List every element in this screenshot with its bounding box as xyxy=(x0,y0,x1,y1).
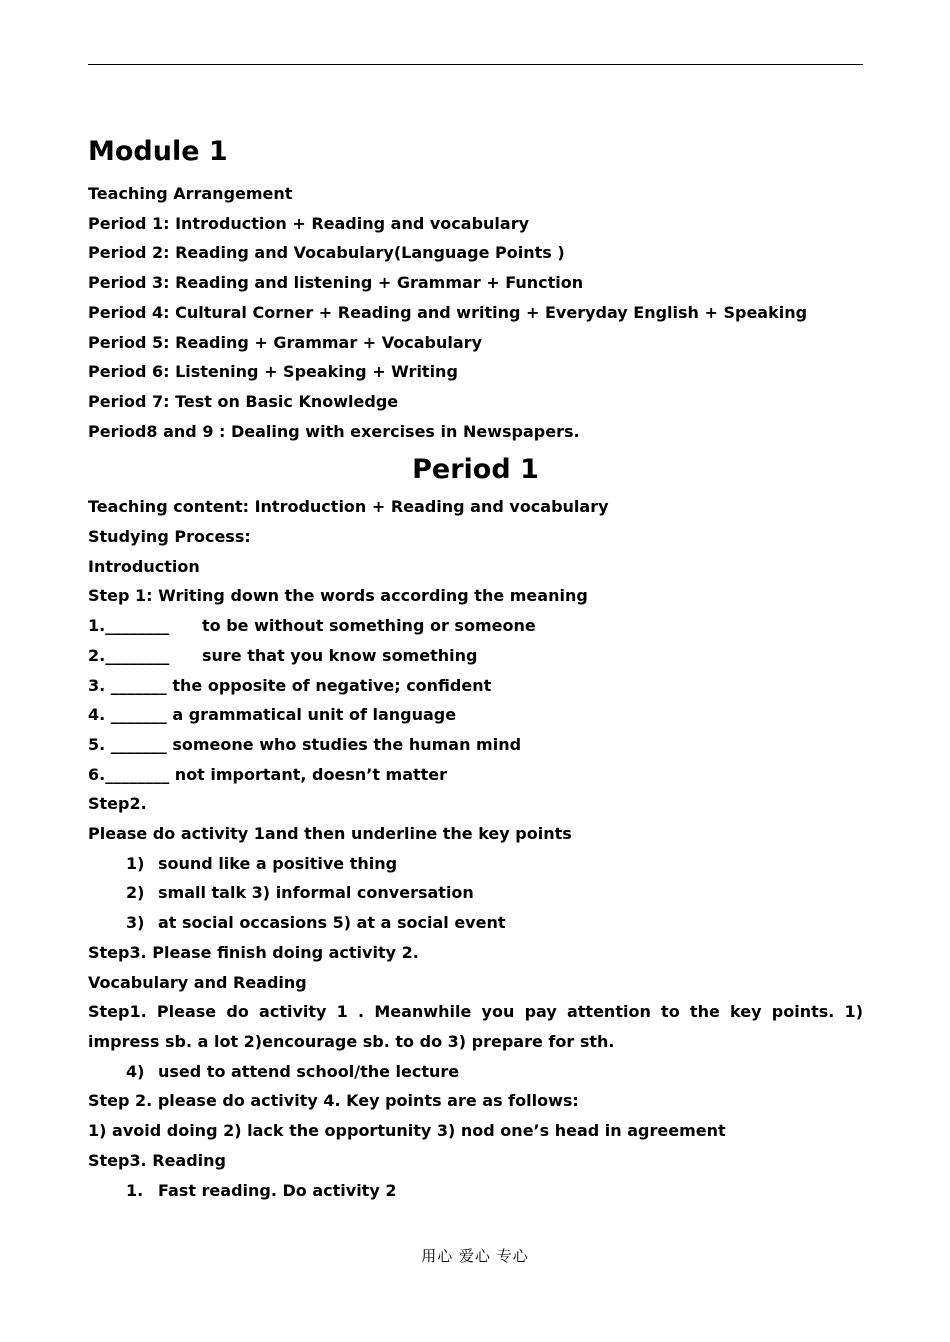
page-footer: 用心 爱心 专心 xyxy=(421,1247,529,1265)
vocab-item xyxy=(88,611,863,641)
arrangement-period-7: Period 7: Test on Basic Knowledge xyxy=(88,391,399,411)
module-title: Module 1 xyxy=(88,136,228,167)
vocab-definition: someone who studies the human mind xyxy=(172,734,522,754)
list-number: 1. xyxy=(126,1180,144,1200)
vocab-definition: to be without something or someone xyxy=(202,616,536,636)
vocab-item xyxy=(88,730,863,760)
vocab-definition: sure that you know something xyxy=(202,645,478,665)
vocab-blank: 2.________ xyxy=(88,645,170,665)
list-text: at social occasions 5) at a social event xyxy=(158,913,506,933)
vocab-blank: 1.________ xyxy=(88,616,170,636)
list-item xyxy=(88,849,863,879)
vocab-definition: not important, doesn’t matter xyxy=(174,764,448,784)
list-number: 1) xyxy=(126,853,145,873)
vocab-reading-heading: Vocabulary and Reading xyxy=(88,972,307,992)
vocab-blank: 4. _______ xyxy=(88,705,167,725)
list-number: 2) xyxy=(126,883,145,903)
list-text: small talk 3) informal conversation xyxy=(158,883,474,903)
list-text: used to attend school/the lecture xyxy=(158,1061,460,1081)
step3-heading: Step3. Please finish doing activity 2. xyxy=(88,942,419,962)
list-number: 4) xyxy=(126,1061,145,1081)
arrangement-period-2: Period 2: Reading and Vocabulary(Language Points ) xyxy=(88,243,565,263)
teaching-content: Teaching content: Introduction + Reading and vocabulary xyxy=(88,497,609,517)
arrangement-period-3: Period 3: Reading and listening + Grammar + Function xyxy=(88,273,584,293)
list-item xyxy=(88,1176,863,1206)
vocab-definition: a grammatical unit of language xyxy=(172,705,457,725)
step1-heading: Step 1: Writing down the words according the meaning xyxy=(88,586,588,606)
vr-step3: Step3. Reading xyxy=(88,1150,227,1170)
arrangement-period-5: Period 5: Reading + Grammar + Vocabulary xyxy=(88,332,482,352)
list-item xyxy=(88,1057,863,1087)
arrangement-heading: Teaching Arrangement xyxy=(88,184,293,203)
period-title: Period 1 xyxy=(412,454,539,486)
vocab-blank: 3. _______ xyxy=(88,675,167,695)
step2-heading: Step2. xyxy=(88,794,147,814)
step2-text: Please do activity 1and then underline the key points xyxy=(88,824,572,844)
introduction-heading: Introduction xyxy=(88,556,200,576)
arrangement-period-4: Period 4: Cultural Corner + Reading and writing + Everyday English + Speaking xyxy=(88,302,808,322)
header-rule xyxy=(88,64,863,65)
vr-step2-points: 1) avoid doing 2) lack the opportunity 3) nod one’s head in agreement xyxy=(88,1121,726,1141)
vocab-definition: the opposite of negative; confident xyxy=(172,675,492,695)
list-text: sound like a positive thing xyxy=(158,853,398,873)
vocab-item xyxy=(88,760,863,790)
vocab-item xyxy=(88,641,863,671)
vocab-item xyxy=(88,671,863,701)
arrangement-period-1: Period 1: Introduction + Reading and vocabulary xyxy=(88,213,530,233)
vocab-blank: 6.________ xyxy=(88,764,170,784)
arrangement-period-6: Period 6: Listening + Speaking + Writing xyxy=(88,362,458,382)
arrangement-period-8: Period8 and 9 : Dealing with exercises in Newspapers. xyxy=(88,421,580,441)
list-text: Fast reading. Do activity 2 xyxy=(158,1180,397,1200)
vr-step1: Step1. Please do activity 1 . Meanwhile you pay attention to the key points. 1) impress sb. a lot 2)encourage sb. to do 3) prepare for sth. xyxy=(88,1002,863,1051)
vr-step2: Step 2. please do activity 4. Key points are as follows: xyxy=(88,1091,579,1111)
vocab-blank: 5. _______ xyxy=(88,734,167,754)
list-item xyxy=(88,908,863,938)
studying-process: Studying Process: xyxy=(88,527,251,547)
vocab-item xyxy=(88,700,863,730)
list-item xyxy=(88,878,863,908)
list-number: 3) xyxy=(126,913,145,933)
document-body xyxy=(88,132,863,1205)
